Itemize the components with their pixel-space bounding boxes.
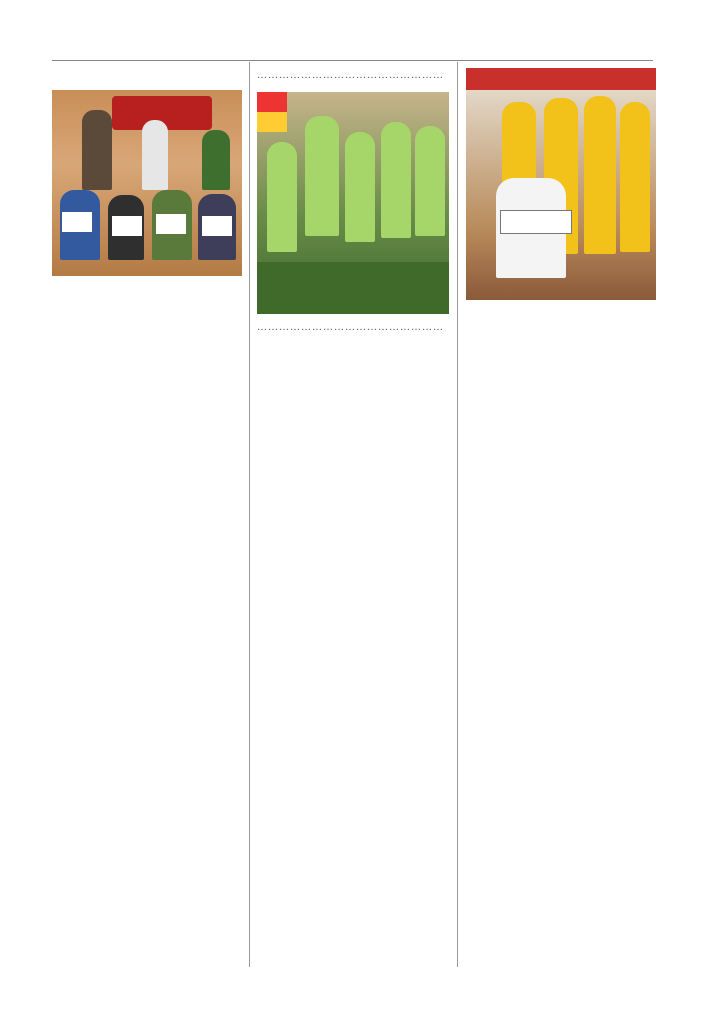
column-1 bbox=[52, 62, 242, 276]
player-figure bbox=[584, 96, 616, 254]
player-figure bbox=[620, 102, 650, 252]
poster bbox=[156, 214, 186, 234]
athlete-figure bbox=[381, 122, 411, 238]
athletics-team-photo bbox=[257, 92, 449, 314]
column-divider bbox=[457, 62, 458, 967]
poster bbox=[62, 212, 92, 232]
separator: …………………………………………… bbox=[257, 70, 444, 81]
poster bbox=[202, 216, 232, 236]
athlete-figure bbox=[305, 116, 339, 236]
plant-figure bbox=[202, 130, 230, 190]
column-divider bbox=[249, 62, 250, 967]
person-figure bbox=[142, 120, 168, 190]
separator: …………………………………………… bbox=[257, 321, 444, 333]
school-sign bbox=[500, 210, 572, 234]
poster bbox=[112, 216, 142, 236]
basketball-team-photo bbox=[466, 68, 656, 300]
athlete-figure bbox=[267, 142, 297, 252]
header-rule bbox=[52, 60, 653, 61]
manners-contest-photo bbox=[52, 90, 242, 276]
athlete-figure bbox=[345, 132, 375, 242]
banner bbox=[466, 68, 656, 90]
column-2 bbox=[257, 62, 449, 341]
column-3 bbox=[466, 62, 656, 312]
person-figure bbox=[82, 110, 112, 190]
page-header bbox=[52, 40, 653, 60]
flag bbox=[257, 92, 287, 132]
grass bbox=[257, 262, 449, 314]
athlete-figure bbox=[415, 126, 445, 236]
